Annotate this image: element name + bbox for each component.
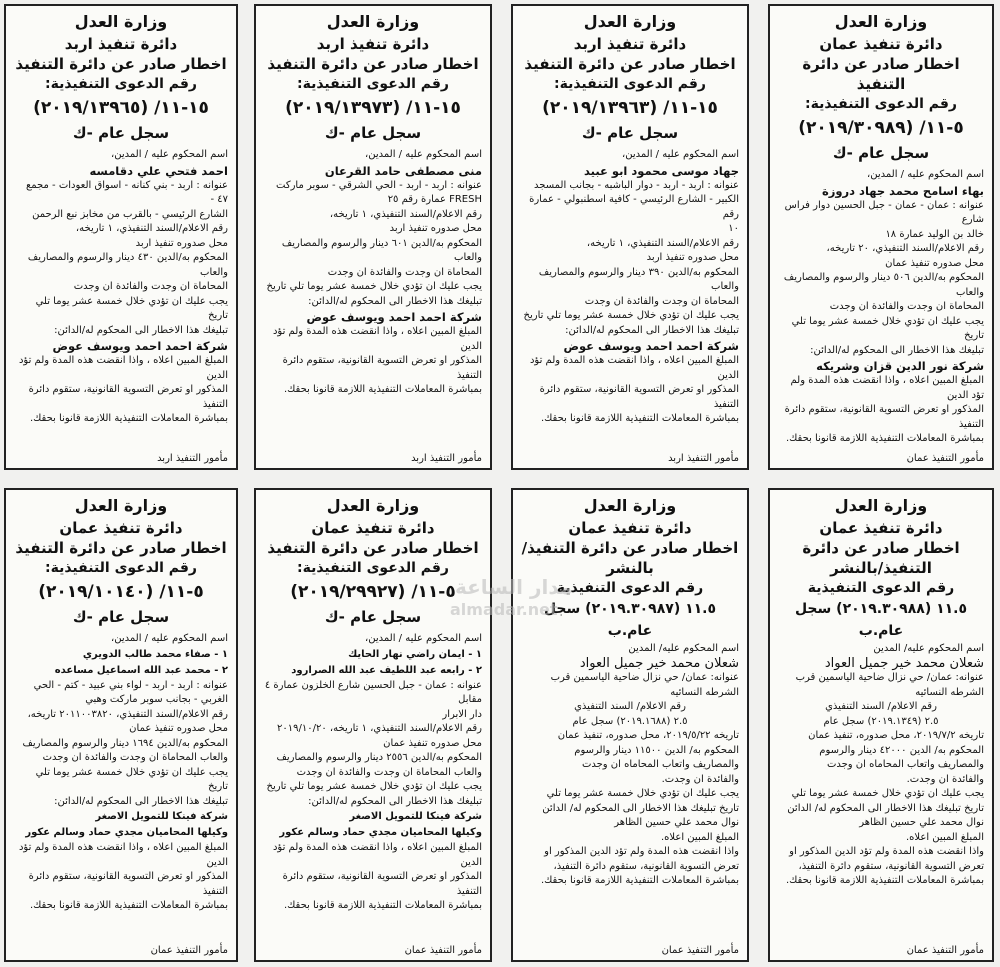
body-line: الكبير - الشارع الرئيسي - كافية اسطنبولي - عمارة رقم xyxy=(529,194,739,220)
case-label: رقم الدعوى التنفيذية xyxy=(556,580,704,596)
notice-amman-10140 xyxy=(4,488,238,962)
body-line: تاريخ تبليغك هذا الاخطار الى المحكوم له/ الدائن xyxy=(787,802,984,814)
footer-signature: مأمور التنفيذ اربد xyxy=(411,453,482,464)
body-line: عنوانه: عمان/ حي نزال ضاحية الياسمين قرب xyxy=(795,672,984,683)
body-line: والفائدة ان وجدت. xyxy=(661,773,739,785)
body-line: يجب عليك ان تؤدي خلال خمسة عشر يوما تلي تاريخ xyxy=(35,766,228,792)
body-line: تاريخه ٢٠١٩/٥/٢٢، محل صدوره، تنفيذ عمان xyxy=(557,730,739,741)
notice-irbid-13965 xyxy=(4,4,238,470)
body-line: تبليغك هذا الاخطار الى المحكوم له/الدائن: xyxy=(308,295,482,307)
debtor-name: شعلان محمد خير جميل العواد xyxy=(824,655,984,671)
case-label: رقم الدعوى التنفيذية xyxy=(807,580,955,596)
case-number: ١٥-١١/ (٢٠١٩/١٣٩٧٣) xyxy=(285,98,461,118)
creditor-name: شركة احمد احمد ويوسف عوض xyxy=(52,339,228,353)
body-line: اسم المحكوم عليه/ المدين xyxy=(873,643,984,654)
body-line: المحاماة ان وجدت والفائدة ان وجدت xyxy=(327,266,482,278)
body-line: والمصاريف واتعاب المحاماه ان وجدت xyxy=(826,759,984,770)
body-line: المحكوم به/الدين ٦٠١ دينار والرسوم والمصاريف والعاب xyxy=(281,237,482,263)
creditor-agent: وكيلها المحاميان مجدي حماد وسالم عكور xyxy=(25,827,228,838)
ministry-heading: وزارة العدل xyxy=(583,496,677,515)
body-line: بمباشرة المعاملات التنفيذية اللازمة قانونا بحقك. xyxy=(29,413,228,424)
body-line: المذكور او تعرض التسوية القانونية، ستقوم دائرة التنفيذ xyxy=(28,871,228,897)
body-line: اسم المحكوم عليه / المدين، xyxy=(111,149,228,160)
ministry-heading: وزارة العدل xyxy=(326,12,420,31)
body-line: المبلغ المبين اعلاه ، واذا انقضت هذه المدة ولم تؤد الدين xyxy=(529,355,739,381)
body-line: بمباشرة المعاملات التنفيذية اللازمة قانونا بحقك. xyxy=(283,384,482,395)
body-line: خالد بن الوليد عمارة ١٨ xyxy=(885,228,984,240)
case-label: رقم الدعوى التنفيذية: xyxy=(297,76,449,92)
ministry-heading: وزارة العدل xyxy=(583,12,677,31)
debtor-name: جهاد موسى محمود ابو عبيد xyxy=(584,163,739,178)
debtor-name: ١ - ايمان راضي نهار الحايك xyxy=(348,648,482,660)
creditor-name: نوال محمد علي حسين الظاهر xyxy=(859,817,984,828)
body-line: رقم الاعلام/السند التنفيذي، ١ تاريخه، ٢٠١٩/١٠/٢٠ xyxy=(277,723,482,734)
debtor-name: منى مصطفى حامد القرعان xyxy=(324,163,482,178)
body-line: تبليغك هذا الاخطار الى المحكوم له/الدائن: xyxy=(54,324,228,336)
body-line: بمباشرة المعاملات التنفيذية اللازمة قانونا بحقك. xyxy=(540,413,739,424)
ministry-heading: وزارة العدل xyxy=(834,496,928,515)
watermark-url: almadar.net xyxy=(450,600,558,619)
body-line: والعاب المحاماة ان وجدت والفائدة ان وجدت xyxy=(42,752,228,763)
body-line: والعاب المحاماة ان وجدت والفائدة ان وجدت xyxy=(296,766,482,778)
case-number: ١٥-١١/ (٢٠١٩/١٣٩٦٣) xyxy=(542,98,718,118)
body-line: رقم الاعلام/السند التنفيذي، ١ تاريخه، xyxy=(329,208,482,220)
body-line: المحاماة ان وجدت والفائدة ان وجدت xyxy=(73,281,228,292)
case-number: ١٥-١١/ (٢٠١٩/١٣٩٦٥) xyxy=(33,98,209,118)
debtor-name: ٢ - محمد عبد الله اسماعيل مساعده xyxy=(54,664,228,676)
body-line: يجب عليك ان تؤدي خلال خمسة عشر يوما تلي تاريخ xyxy=(266,281,482,292)
body-line: بمباشرة المعاملات التنفيذية اللازمة قانونا بحقك. xyxy=(785,875,984,886)
notice-title: اخطار صادر عن دائرة التنفيذ/بالنشر xyxy=(802,539,960,577)
body-line: المبلغ المبين اعلاه ، واذا انقضت هذه المدة ولم تؤد الدين xyxy=(272,842,482,868)
creditor-name: شركة احمد احمد ويوسف عوض xyxy=(306,310,482,324)
body-line: والفائدة ان وجدت. xyxy=(906,773,984,785)
body-line: المذكور او تعرض التسوية القانونية، ستقوم دائرة التنفيذ xyxy=(28,384,228,410)
body-line: المبلغ المبين اعلاه ، واذا انقضت هذه المدة ولم تؤد الدين xyxy=(18,842,228,868)
creditor-name: شركة احمد احمد ويوسف عوض xyxy=(563,339,739,353)
notice-title: اخطار صادر عن دائرة التنفيذ xyxy=(524,55,736,73)
body-line: رقم الاعلام/السند التنفيذي، ٢٠ تاريخه، xyxy=(826,243,984,254)
body-line: تاريخه ٢٠١٩/٧/٢، محل صدوره، تنفيذ عمان xyxy=(808,730,984,741)
body-line: المبلغ المبين اعلاه. xyxy=(661,831,739,843)
debtor-name: ١ - صفاء محمد طالب الدويري xyxy=(82,648,228,660)
body-line: اسم المحكوم عليه / المدين، xyxy=(365,633,482,644)
body-line: بمباشرة المعاملات التنفيذية اللازمة قانونا بحقك. xyxy=(540,875,739,886)
registry-label: سجل عام -ك xyxy=(324,608,422,626)
body-line: المذكور او تعرض التسوية القانونية، ستقوم دائرة التنفيذ xyxy=(539,384,739,410)
notice-amman-29927 xyxy=(254,488,492,962)
body-line: الشرطه النسائيه xyxy=(670,686,739,698)
body-line: ٢.٥ (٢٠١٩.١٦٨٨) سجل عام xyxy=(572,715,688,727)
body-line: واذا انقضت هذه المدة ولم تؤد الدين المذكور او xyxy=(544,846,739,857)
body-line: يجب عليك ان تؤدي خلال خمسة عشر يوما تلي تاريخ xyxy=(523,310,739,321)
body-line: تبليغك هذا الاخطار الى المحكوم له/الدائن: xyxy=(308,795,482,807)
body-line: المحاماة ان وجدت والفائدة ان وجدت xyxy=(584,295,739,307)
ministry-heading: وزارة العدل xyxy=(74,12,168,31)
case-number: ٥-١١/ (٢٠١٩/٣٠٩٨٩) xyxy=(798,118,964,138)
footer-signature: مأمور التنفيذ اربد xyxy=(157,453,228,464)
body-line: بمباشرة المعاملات التنفيذية اللازمة قانونا بحقك. xyxy=(785,433,984,444)
body-line: المذكور او تعرض التسوية القانونية، ستقوم دائرة التنفيذ xyxy=(282,871,482,897)
watermark-text: مدار الساعة xyxy=(455,575,573,599)
debtor-name: احمد فتحي علي دقامسه xyxy=(89,163,228,178)
registry-label: سجل عام -ك xyxy=(72,608,170,626)
registry-label: سجل عام -ك xyxy=(581,124,679,142)
body-line: المبلغ المبين اعلاه. xyxy=(906,831,984,843)
footer-signature: مأمور التنفيذ عمان xyxy=(150,945,228,956)
notice-title: اخطار صادر عن دائرة التنفيذ/بالنشر xyxy=(521,539,739,577)
creditor-name: نوال محمد علي حسين الظاهر xyxy=(614,817,739,828)
body-line: المحكوم به/الدين ٤٣٠ دينار والرسوم والمصاريف والعاب xyxy=(27,252,228,278)
body-line: واذا انقضت هذه المدة ولم تؤد الدين المذكور او xyxy=(789,846,984,857)
creditor-agent: وكيلها المحاميان مجدي حماد وسالم عكور xyxy=(279,827,482,838)
footer-signature: مأمور التنفيذ عمان xyxy=(906,453,984,464)
body-line: تعرض التسوية القانونية، ستقوم دائرة التنفيذ، xyxy=(798,860,984,872)
ministry-heading: وزارة العدل xyxy=(326,496,420,515)
notice-title: اخطار صادر عن دائرة التنفيذ xyxy=(267,539,479,557)
body-line: عنوانه : اربد - اربد - لواء بني عبيد - كتم - الحي xyxy=(33,679,228,691)
body-line: المحكوم به/الدين ١٦٩٤ دينار والرسوم والمصاريف xyxy=(22,737,228,749)
body-line: محل صدوره تنفيذ عمان xyxy=(383,737,482,749)
body-line: المحكوم به/ الدين ١١٥٠٠ دينار والرسوم xyxy=(574,744,739,756)
body-line: محل صدوره تنفيذ عمان xyxy=(885,257,984,269)
body-line: اسم المحكوم عليه/ المدين xyxy=(628,643,739,654)
department-heading: دائرة تنفيذ عمان xyxy=(311,519,435,537)
body-line: رقم الاعلام/السند التنفيذي، ١ تاريخه، xyxy=(75,223,228,234)
body-line: رقم الاعلام/ السند التنفيذي xyxy=(825,701,937,712)
debtor-name: شعلان محمد خير جميل العواد xyxy=(579,655,739,671)
body-line: المحكوم به/ الدين ٤٢٠٠٠ دينار والرسوم xyxy=(819,744,984,756)
body-line: اسم المحكوم عليه / المدين، xyxy=(867,169,984,180)
body-line: يجب عليك ان تؤدي خلال خمسة عشر يوما تلي تاريخ xyxy=(35,295,228,321)
footer-signature: مأمور التنفيذ عمان xyxy=(906,945,984,956)
creditor-name: شركة نور الدين قزان وشريكه xyxy=(816,359,984,373)
case-label: رقم الدعوى التنفيذية: xyxy=(554,76,706,92)
department-heading: دائرة تنفيذ عمان xyxy=(59,519,183,537)
body-line: المحكوم به/الدين ٢٥٥٦ دينار والرسوم والمصاريف xyxy=(276,752,482,763)
body-line: عنوانه: عمان/ حي نزال ضاحية الياسمين قرب xyxy=(550,672,739,683)
registry-label: سجل عام -ك xyxy=(72,124,170,142)
body-line: عنوانه : عمان - جبل الحسين شارع الخلزون عمارة ٤ مقابل xyxy=(264,679,482,705)
body-line: والمصاريف واتعاب المحاماه ان وجدت xyxy=(581,759,739,770)
debtor-name: ٢ - رابعه عبد اللطيف عبد الله الصرارود xyxy=(291,664,482,676)
body-line: يجب عليك ان تؤدي خلال خمسة عشر يوما تلي تاريخ xyxy=(791,315,984,341)
body-line: عنوانه : اربد - اربد - دوار الباشبه - بجانب المسجد xyxy=(534,179,739,191)
notice-irbid-13963 xyxy=(511,4,749,470)
department-heading: دائرة تنفيذ عمان xyxy=(568,519,692,537)
case-number: ٥-١١/ (٢٠١٩/١٠١٤٠) xyxy=(38,582,204,602)
department-heading: دائرة تنفيذ اربد xyxy=(316,35,430,53)
body-line: تعرض التسوية القانونية، ستقوم دائرة التنفيذ، xyxy=(553,860,739,872)
body-line: ١٠ xyxy=(728,223,739,234)
body-line: عنوانه : اربد - بني كنانه - اسواق العودات - مجمع ٤٧ - xyxy=(25,179,228,205)
body-line: رقم الاعلام/السند التنفيذي، ١ تاريخه، xyxy=(586,237,739,249)
body-line: الشارع الرئيسي - بالقرب من مخابز نبع الرحمن xyxy=(32,208,228,220)
body-line: عنوانه : عمان - عمان - جبل الحسين دوار فراس شارع xyxy=(784,199,984,225)
body-line: الشرطه النسائيه xyxy=(915,686,984,698)
notice-irbid-13973 xyxy=(254,4,492,470)
body-line: يجب عليك ان تؤدي خلال خمسة عشر يوما تلي xyxy=(546,788,739,799)
notice-title: اخطار صادر عن دائرة التنفيذ xyxy=(15,539,227,557)
body-line: تبليغك هذا الاخطار الى المحكوم له/الدائن: xyxy=(810,344,984,356)
body-line: اسم المحكوم عليه / المدين، xyxy=(622,149,739,160)
footer-signature: مأمور التنفيذ اربد xyxy=(668,453,739,464)
notice-amman-30987 xyxy=(511,488,749,962)
creditor-name: شركة فينكا للتمويل الاصغر xyxy=(95,811,228,822)
body-line: رقم الاعلام/السند التنفيذي، ٢٠١١٠٠٣٨٢٠ تاريخه، xyxy=(27,708,228,720)
ministry-heading: وزارة العدل xyxy=(834,12,928,31)
case-number: ٥-١١/ (٢٠١٩/٢٩٩٢٧) xyxy=(290,582,456,602)
body-line: اسم المحكوم عليه / المدين، xyxy=(111,633,228,644)
body-line: المبلغ المبين اعلاه ، واذا انقضت هذه المدة ولم تؤد الدين xyxy=(272,326,482,352)
body-line: تبليغك هذا الاخطار الى المحكوم له/الدائن: xyxy=(54,795,228,807)
footer-signature: مأمور التنفيذ عمان xyxy=(404,945,482,956)
case-number: ١١.٥ (٢٠١٩.٣٠٩٨٨) سجل عام.ب xyxy=(794,601,968,639)
body-line: دار الابرار xyxy=(442,708,482,720)
body-line: بمباشرة المعاملات التنفيذية اللازمة قانونا بحقك. xyxy=(29,900,228,911)
body-line: محل صدوره تنفيذ اربد xyxy=(646,252,739,263)
body-line: المذكور او تعرض التسوية القانونية، ستقوم دائرة التنفيذ xyxy=(784,404,984,430)
body-line: رقم الاعلام/ السند التنفيذي xyxy=(574,701,686,712)
notice-amman-30988 xyxy=(768,488,994,962)
footer-signature: مأمور التنفيذ عمان xyxy=(661,945,739,956)
department-heading: دائرة تنفيذ عمان xyxy=(819,35,943,53)
body-line: بمباشرة المعاملات التنفيذية اللازمة قانونا بحقك. xyxy=(283,900,482,911)
notice-amman-30989 xyxy=(768,4,994,470)
case-label: رقم الدعوى التنفيذية: xyxy=(45,560,197,576)
department-heading: دائرة تنفيذ عمان xyxy=(819,519,943,537)
case-label: رقم الدعوى التنفيذية: xyxy=(805,96,957,112)
body-line: الغربي - بجانب سوبر ماركت وهبي xyxy=(85,694,228,705)
creditor-name: شركة فينكا للتمويل الاصغر xyxy=(349,811,482,822)
debtor-name: بهاء اسامح محمد جهاد دروزة xyxy=(821,183,984,198)
registry-label: سجل عام -ك xyxy=(832,144,930,162)
notice-title: اخطار صادر عن دائرة التنفيذ xyxy=(267,55,479,73)
body-line: المذكور او تعرض التسوية القانونية، ستقوم دائرة التنفيذ xyxy=(282,355,482,381)
body-line: تاريخ تبليغك هذا الاخطار الى المحكوم له/ الدائن xyxy=(542,802,739,814)
body-line: يجب عليك ان تؤدي خلال خمسة عشر يوما تلي تاريخ xyxy=(266,781,482,792)
case-label: رقم الدعوى التنفيذية: xyxy=(297,560,449,576)
department-heading: دائرة تنفيذ اربد xyxy=(573,35,687,53)
ministry-heading: وزارة العدل xyxy=(74,496,168,515)
department-heading: دائرة تنفيذ اربد xyxy=(64,35,178,53)
case-number: ١١.٥ (٢٠١٩.٣٠٩٨٧) سجل عام.ب xyxy=(543,601,717,639)
body-line: اسم المحكوم عليه / المدين، xyxy=(365,149,482,160)
body-line: المحكوم به/الدين ٥٠٦ دينار والرسوم والمصاريف والعاب xyxy=(783,272,984,298)
body-line: المبلغ المبين اعلاه ، واذا انقضت هذه المدة ولم تؤد الدين xyxy=(790,375,984,401)
body-line: يجب عليك ان تؤدي خلال خمسة عشر يوما تلي xyxy=(791,788,984,799)
notice-title: اخطار صادر عن دائرة التنفيذ xyxy=(15,55,227,73)
body-line: عنوانه : اربد - اربد - الحي الشرقي - سوبر ماركت xyxy=(276,179,482,191)
body-line: محل صدوره تنفيذ اربد xyxy=(135,237,228,249)
body-line: المحاماة ان وجدت والفائدة ان وجدت xyxy=(829,301,984,312)
registry-label: سجل عام -ك xyxy=(324,124,422,142)
body-line: FRESH عمارة رقم ٢٥ xyxy=(387,194,482,205)
body-line: تبليغك هذا الاخطار الى المحكوم له/الدائن: xyxy=(565,324,739,336)
notice-title: اخطار صادر عن دائرة التنفيذ xyxy=(802,55,960,93)
body-line: المحكوم به/الدين ٣٩٠ دينار والرسوم والمصاريف والعاب xyxy=(538,266,739,292)
body-line: المبلغ المبين اعلاه ، واذا انقضت هذه المدة ولم تؤد الدين xyxy=(18,355,228,381)
body-line: محل صدوره تنفيذ اربد xyxy=(389,223,482,234)
body-line: محل صدوره تنفيذ عمان xyxy=(129,723,228,734)
case-label: رقم الدعوى التنفيذية: xyxy=(45,76,197,92)
body-line: ٢.٥ (٢٠١٩.١٣٤٩) سجل عام xyxy=(823,715,939,727)
